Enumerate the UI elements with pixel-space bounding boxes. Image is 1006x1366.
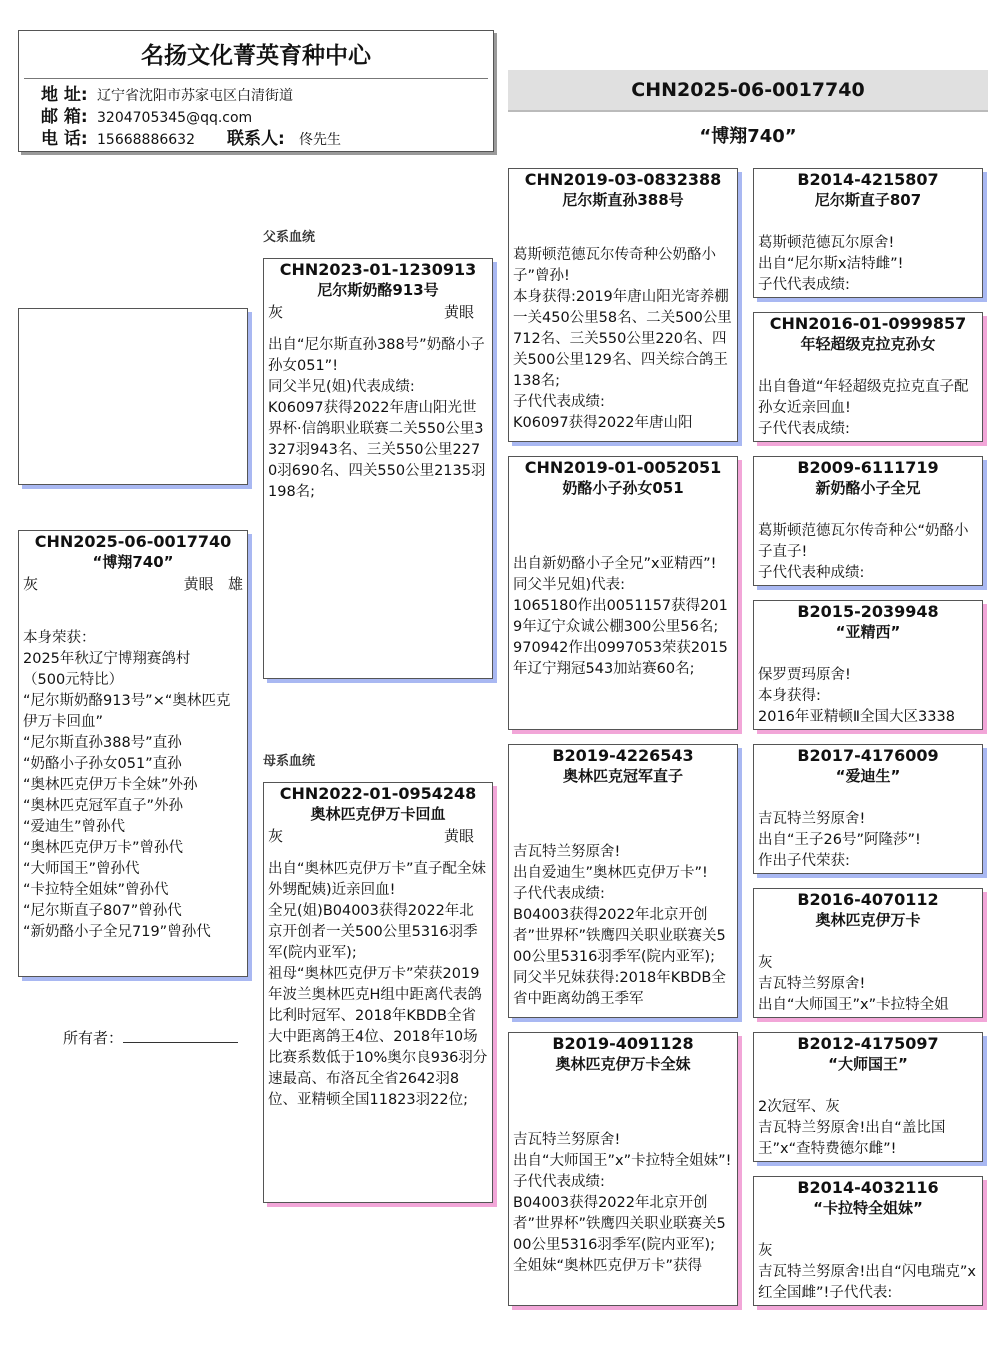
- dam-name: 奥林匹克伊万卡回血: [310, 805, 446, 823]
- sire-traits: [264, 301, 492, 323]
- main-bird-name: “博翔740”: [699, 126, 797, 147]
- ggp-ring: B2012-4175097: [797, 1034, 939, 1053]
- sire-name: 尼尔斯奶酪913号: [317, 281, 439, 299]
- photo-frame: [18, 308, 248, 485]
- phone-line: [19, 129, 493, 151]
- ggp-ring: B2014-4215807: [797, 170, 939, 189]
- address-line: [19, 85, 493, 107]
- bird-eye: 黄眼: [183, 575, 214, 593]
- breeder-title: 名扬文化菁英育种中心: [141, 43, 371, 69]
- sire-card: [263, 258, 493, 679]
- dam-line-label: 母系血统: [263, 754, 316, 769]
- gp-description: 吉瓦特兰努原舍! 出自爱迪生”奥林匹克伊万卡”! 子代代表成绩: B04003获得2022年北京开创者”世界杯”铁鹰四关职业联赛关500公里5316羽季军(院内亚军); 同父半兄妹获得:2018年KBDB全省中距离幼鸽王季军: [513, 844, 726, 1007]
- ggp-description: 吉瓦特兰努原舍! 出自“王子26号”阿隆莎”! 作出子代荣获:: [758, 811, 921, 869]
- dam-card: [263, 782, 493, 1203]
- grandparent-card: [508, 456, 738, 730]
- dam-description: 出自“奥林匹克伊万卡”直子配全妹外甥配姨)近亲回血! 全兄(姐)B04003获得2022年北京开创者一关500公里5316羽季军(院内亚军); 祖母“奥林匹克伊万卡”荣获2019年波兰奥林匹克H组中距离代表鸽比利时冠军、2018年KBDB全省大中距离鸽王4位、2018年10场比赛系数低于10%奥尔良936羽分速最高、布洛瓦全省2642羽8位、亚精顿全国11823羽22位;: [268, 861, 488, 1108]
- grandparent-card: [508, 744, 738, 1018]
- subject-bird-card: [18, 530, 248, 977]
- bird-sex: 雄: [227, 575, 243, 593]
- gp-ring: CHN2019-01-0052051: [524, 458, 722, 477]
- great-grandparent-card: [753, 1176, 983, 1306]
- sire-line-label: 父系血统: [263, 230, 316, 245]
- phone-label: 电 话:: [41, 129, 88, 149]
- dam-color: 灰: [268, 827, 284, 845]
- ggp-name: “爱迪生”: [835, 767, 901, 785]
- grandparent-card: [508, 168, 738, 442]
- dam-eye: 黄眼: [443, 827, 474, 845]
- contact-label: 联系人:: [227, 129, 285, 149]
- breeder-header: [18, 30, 494, 152]
- gp-description: 吉瓦特兰努原舍! 出自“大师国王”x”卡拉特全姐妹”! 子代代表成绩: B04003获得2022年北京开创者”世界杯”铁鹰四关职业联赛关500公里5316羽季军(院内亚军); 全姐妹“奥林匹克伊万卡”获得: [513, 1132, 732, 1274]
- gp-ring: B2019-4226543: [552, 746, 694, 765]
- sire-eye: 黄眼: [443, 303, 474, 321]
- ggp-ring: CHN2016-01-0999857: [769, 314, 967, 333]
- great-grandparent-card: [753, 1032, 983, 1162]
- ggp-ring: B2009-6111719: [797, 458, 939, 477]
- ggp-name: 奥林匹克伊万卡: [815, 911, 921, 929]
- email-line: [19, 107, 493, 129]
- sire-ring: CHN2023-01-1230913: [279, 260, 477, 279]
- bird-ring: CHN2025-06-0017740: [34, 532, 232, 551]
- great-grandparent-card: [753, 600, 983, 730]
- header-divider: [24, 78, 488, 79]
- ggp-name: 年轻超级克拉克孙女: [800, 335, 936, 353]
- phone-value: 15668886632: [97, 132, 195, 148]
- ggp-ring: B2015-2039948: [797, 602, 939, 621]
- dam-ring: CHN2022-01-0954248: [279, 784, 477, 803]
- ggp-name: “卡拉特全姐妹”: [813, 1199, 923, 1217]
- contact-value: 佟先生: [299, 132, 341, 148]
- gp-name: 尼尔斯直孙388号: [562, 191, 684, 209]
- great-grandparent-card: [753, 168, 983, 298]
- email-label: 邮 箱:: [41, 107, 88, 127]
- owner-line: [63, 1027, 238, 1048]
- sire-color: 灰: [268, 303, 284, 321]
- main-ring-band: CHN2025-06-0017740: [508, 70, 988, 112]
- dam-traits: [264, 825, 492, 847]
- gp-ring: CHN2019-03-0832388: [524, 170, 722, 189]
- owner-blank[interactable]: [123, 1027, 238, 1043]
- ggp-name: 尼尔斯直子807: [814, 191, 922, 209]
- owner-label: 所有者：: [63, 1029, 124, 1047]
- gp-ring: B2019-4091128: [552, 1034, 694, 1053]
- bird-traits: [19, 573, 247, 595]
- ggp-description: 出自鲁道“年轻超级克拉克直子配孙女近亲回血! 子代代表成绩:: [758, 379, 969, 437]
- ggp-ring: B2014-4032116: [797, 1178, 939, 1197]
- ggp-ring: B2017-4176009: [797, 746, 939, 765]
- email-value: 3204705345@qq.com: [97, 110, 253, 126]
- address-value: 辽宁省沈阳市苏家屯区白清街道: [97, 88, 293, 104]
- ggp-description: 灰 吉瓦特兰努原舍!出自“闪电瑞克”x红全国雌”!子代代表:: [758, 1243, 976, 1301]
- gp-name: 奥林匹克伊万卡全妹: [555, 1055, 691, 1073]
- ggp-description: 保罗贾玛原舍! 本身获得: 2016年亚精顿Ⅱ全国大区3338: [758, 667, 955, 725]
- bird-description: 本身荣获： 2025年秋辽宁博翔赛鸽村 （500元特比） “尼尔斯奶酪913号”×“奥林匹克伊万卡回血” “尼尔斯直孙388号”直孙 “奶酪小子孙女051”直孙 “奥林匹克伊万卡全妹”外孙 “奥林匹克冠军直子”外孙 “爱迪生”曾孙代 “奥林匹克伊万卡”曾孙代 “大师国王”曾孙代 “卡拉特全姐妹”曾孙代 “尼尔斯直子807”曾孙代 “新奶酪小子全兄719”曾孙代: [23, 630, 231, 940]
- bird-color: 灰: [23, 575, 39, 593]
- ggp-name: “亚精西”: [835, 623, 901, 641]
- ggp-description: 灰 吉瓦特兰努原舍! 出自“大师国王”x”卡拉特全姐: [758, 955, 949, 1013]
- grandparent-card: [508, 1032, 738, 1306]
- gp-name: 奶酪小子孙女051: [562, 479, 684, 497]
- great-grandparent-card: [753, 456, 983, 586]
- address-label: 地 址:: [41, 85, 88, 105]
- gp-name: 奥林匹克冠军直子: [562, 767, 683, 785]
- ggp-description: 2次冠军、灰 吉瓦特兰努原舍!出自“盖比国王”x“查特费德尔雌”!: [758, 1099, 946, 1157]
- ggp-name: “大师国王”: [828, 1055, 908, 1073]
- great-grandparent-card: [753, 744, 983, 874]
- ggp-description: 葛斯顿范德瓦尔原舍! 出自“尼尔斯x洁特雌”! 子代代表成绩:: [758, 235, 904, 293]
- ggp-description: 葛斯顿范德瓦尔传奇种公“奶酪小子直子! 子代代表种成绩:: [758, 523, 969, 581]
- gp-description: 出自新奶酪小子全兄”x亚精西”! 同父半兄姐)代表: 1065180作出0051157获得2019年辽宁众诚公棚300公里56名; 970942作出0997053荣获2015年辽宁翔冠543加站赛60名;: [513, 556, 728, 677]
- great-grandparent-card: [753, 888, 983, 1018]
- bird-name: “博翔740”: [92, 553, 174, 571]
- ggp-name: 新奶酪小子全兄: [815, 479, 921, 497]
- gp-description: 葛斯顿范德瓦尔传奇种公奶酪小子”曾孙! 本身获得:2019年唐山阳光寄养棚一关450公里58名、二关500公里712名、三关550公里220名、四关500公里129名、四关综合鸽王138名; 子代代表成绩: K06097获得2022年唐山阳: [513, 247, 732, 431]
- ggp-ring: B2016-4070112: [797, 890, 939, 909]
- great-grandparent-card: [753, 312, 983, 442]
- sire-description: 出自“尼尔斯直孙388号”奶酪小子孙女051”! 同父半兄(姐)代表成绩: K06097获得2022年唐山阳光世界杯·信鸽职业联赛二关550公里3327羽943名、三关550公里2270羽690名、四关550公里2135羽198名;: [268, 337, 486, 500]
